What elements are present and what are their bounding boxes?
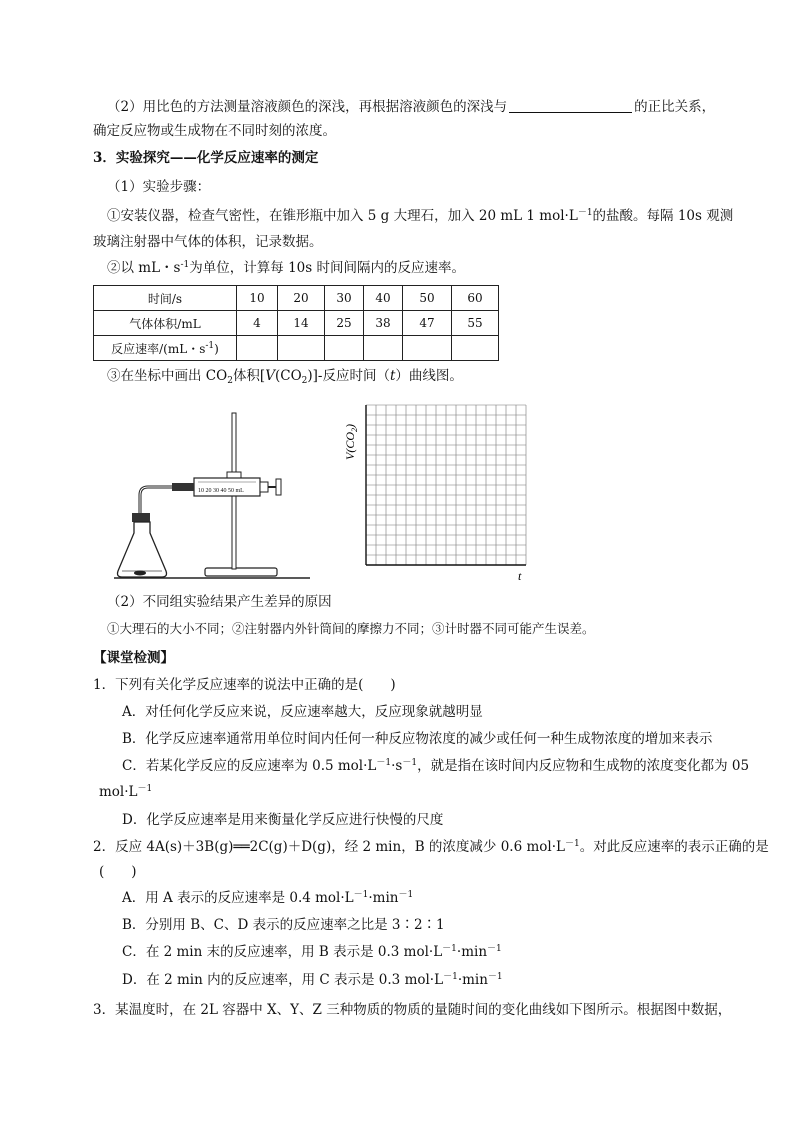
- syringe-plunger: [260, 482, 268, 492]
- table-cell-empty[interactable]: [278, 336, 325, 361]
- question-3: 3．某温度时，在 2L 容器中 X、Y、Z 三种物质的物质的量随时间的变化曲线如下图所示。根据图中数据，: [93, 1002, 732, 1018]
- q2-c-sup2: －1: [487, 944, 502, 954]
- table-cell: 38: [364, 311, 403, 336]
- q1-c-text-c: ，就是指在该时间内反应物和生成物的浓度变化都为 05: [417, 758, 750, 774]
- step-1-continuation: 玻璃注射器中气体的体积，记录数据。: [93, 234, 323, 250]
- q2-option-d[interactable]: [122, 970, 503, 990]
- table-cell: 20: [278, 286, 325, 311]
- q2-d-text: D．在 2 min 内的反应速率，用 C 表示是 0.3 mol·L: [122, 972, 444, 988]
- step-3-sub: 2: [227, 376, 233, 386]
- q2-text-b: 。对此反应速率的表示正确的是: [579, 839, 769, 855]
- table-cell: 60: [452, 286, 499, 311]
- section-3-1-label: （1）实验步骤：: [107, 179, 211, 195]
- table-cell: 30: [325, 286, 364, 311]
- table-cell: 4: [237, 311, 278, 336]
- step-3-text-e: ）曲线图。: [395, 368, 463, 384]
- rate-label-sup: -1: [205, 340, 215, 351]
- q2-d-text2: ·min: [457, 972, 488, 988]
- step-1-line: [107, 206, 733, 226]
- q1-option-c-continuation: [99, 782, 152, 802]
- q2-c-text2: ·min: [456, 944, 488, 960]
- section-2-2-text-b: 的正比关系，: [634, 99, 716, 115]
- q2-c-text: C．在 2 min 末的反应速率，用 B 表示是 0.3 mol·L: [122, 944, 443, 960]
- q2-a-text2: ·min: [368, 890, 399, 906]
- q2-sup: －1: [564, 839, 580, 849]
- delivery-tube: [140, 487, 172, 517]
- x-axis-label: t: [518, 569, 522, 583]
- q1-c-text-b: ·s: [391, 758, 403, 774]
- flask-stopper: [132, 513, 150, 522]
- q1-option-c[interactable]: [122, 756, 749, 776]
- question-2: [93, 837, 769, 857]
- table-cell-empty[interactable]: [325, 336, 364, 361]
- step-3-sub2: 2: [301, 376, 308, 386]
- marble-chips: [134, 571, 146, 576]
- plunger-head: [276, 479, 281, 495]
- q1-c-text-a: C．若某化学反应的反应速率为 0.5 mol·L: [122, 758, 377, 774]
- section-3-2-label: （2）不同组实验结果产生差异的原因: [107, 594, 332, 610]
- step-2-text-a: ②以 mL・s: [107, 260, 181, 276]
- step-3-text-b: 体积[: [232, 368, 266, 384]
- quiz-title: 【课堂检测】: [93, 650, 174, 666]
- stand-base: [205, 568, 277, 576]
- step-2-sup: -1: [180, 260, 190, 270]
- table-cell-empty[interactable]: [403, 336, 452, 361]
- q1-c-text-d: mol·L: [99, 784, 138, 800]
- table-row-rate: [94, 336, 499, 361]
- table-header-rate: [94, 336, 237, 361]
- section-3-2-body: ①大理石的大小不同；②注射器内外针筒间的摩擦力不同；③计时器不同可能产生误差。: [107, 621, 595, 636]
- step-2-line: [107, 258, 465, 278]
- step-3-text-c: (CO: [274, 368, 302, 384]
- step-3-text-d: )]-反应时间（: [307, 368, 390, 384]
- table-cell: 47: [403, 311, 452, 336]
- q1-c-sup1: －1: [376, 758, 392, 768]
- section-2-2-continuation: 确定反应物或生成物在不同时刻的浓度。: [93, 123, 336, 139]
- table-cell-empty[interactable]: [237, 336, 278, 361]
- q2-option-c[interactable]: [122, 942, 502, 962]
- coordinate-grid: [338, 400, 538, 585]
- conical-flask: [118, 522, 167, 577]
- syringe-scale: 10 20 30 40 50 mL: [198, 488, 244, 494]
- rubber-connector: [172, 483, 194, 491]
- q2-option-b[interactable]: B．分别用 B、C、D 表示的反应速率之比是 3∶2∶1: [122, 917, 445, 933]
- step-1-text-a: ①安装仪器，检查气密性，在锥形瓶中加入 5 g 大理石，加入 20 mL 1 mol·L: [107, 208, 578, 224]
- question-1: 1．下列有关化学反应速率的说法中正确的是( ): [93, 677, 396, 693]
- table-cell: 40: [364, 286, 403, 311]
- apparatus-figure: [110, 405, 320, 585]
- q1-option-d[interactable]: D．化学反应速率是用来衡量化学反应进行快慢的尺度: [122, 812, 444, 828]
- q1-c-sup2: －1: [402, 758, 418, 768]
- rate-data-table: [93, 285, 499, 361]
- table-cell-empty[interactable]: [364, 336, 403, 361]
- step-3-t: t: [389, 368, 396, 384]
- section-2-2-line: [107, 97, 715, 117]
- table-header-volume: 气体体积/mL: [94, 311, 237, 336]
- table-cell: 10: [237, 286, 278, 311]
- q1-c-sup3: －1: [137, 784, 153, 794]
- delivery-tube-inner: [140, 487, 172, 517]
- table-cell: 14: [278, 311, 325, 336]
- table-row-time: [94, 286, 499, 311]
- step-2-text-b: 为单位，计算每 10s 时间间隔内的反应速率。: [189, 260, 465, 276]
- table-cell-empty[interactable]: [452, 336, 499, 361]
- step-1-text-b: 的盐酸。每隔 10s 观测: [592, 208, 734, 224]
- fill-in-blank[interactable]: [509, 98, 632, 113]
- section-3-title: 3．实验探究——化学反应速率的测定: [93, 150, 319, 166]
- rate-label-a: 反应速率/(mL・s: [111, 341, 206, 356]
- rate-label-b: ): [214, 341, 219, 356]
- question-2-paren: ( ): [99, 864, 137, 880]
- q2-c-sup1: －1: [442, 944, 457, 954]
- table-header-time: 时间/s: [94, 286, 237, 311]
- table-cell: 55: [452, 311, 499, 336]
- table-row-volume: [94, 311, 499, 336]
- table-cell: 50: [403, 286, 452, 311]
- q2-a-sup2: －1: [398, 890, 414, 900]
- q2-text-a: 2．反应 4A(s)＋3B(g)══2C(g)＋D(g)，经 2 min，B 的浓度减少 0.6 mol·L: [93, 839, 565, 855]
- q2-a-sup1: －1: [353, 890, 369, 900]
- step-3-text-a: ③在坐标中画出 CO: [107, 368, 228, 384]
- q2-d-sup2: －1: [487, 972, 503, 982]
- q2-d-sup1: －1: [443, 972, 458, 982]
- q2-a-text: A．用 A 表示的反应速率是 0.4 mol·L: [122, 890, 354, 906]
- step-3-v: V: [265, 368, 275, 384]
- q1-option-a[interactable]: A．对任何化学反应来说，反应速率越大，反应现象就越明显: [122, 704, 483, 720]
- step-3-line: [107, 366, 463, 386]
- section-2-2-text-a: （2）用比色的方法测量溶液颜色的深浅，再根据溶液颜色的深浅与: [107, 99, 508, 115]
- step-1-sup: －1: [577, 208, 593, 218]
- y-axis-label: $V(CO_2)$: [343, 424, 359, 460]
- table-cell: 25: [325, 311, 364, 336]
- q1-option-b[interactable]: B．化学反应速率通常用单位时间内任何一种反应物浓度的减少或任何一种生成物浓度的增加来表示: [122, 731, 713, 747]
- grid-lines: [366, 405, 526, 565]
- q2-option-a[interactable]: [122, 888, 413, 908]
